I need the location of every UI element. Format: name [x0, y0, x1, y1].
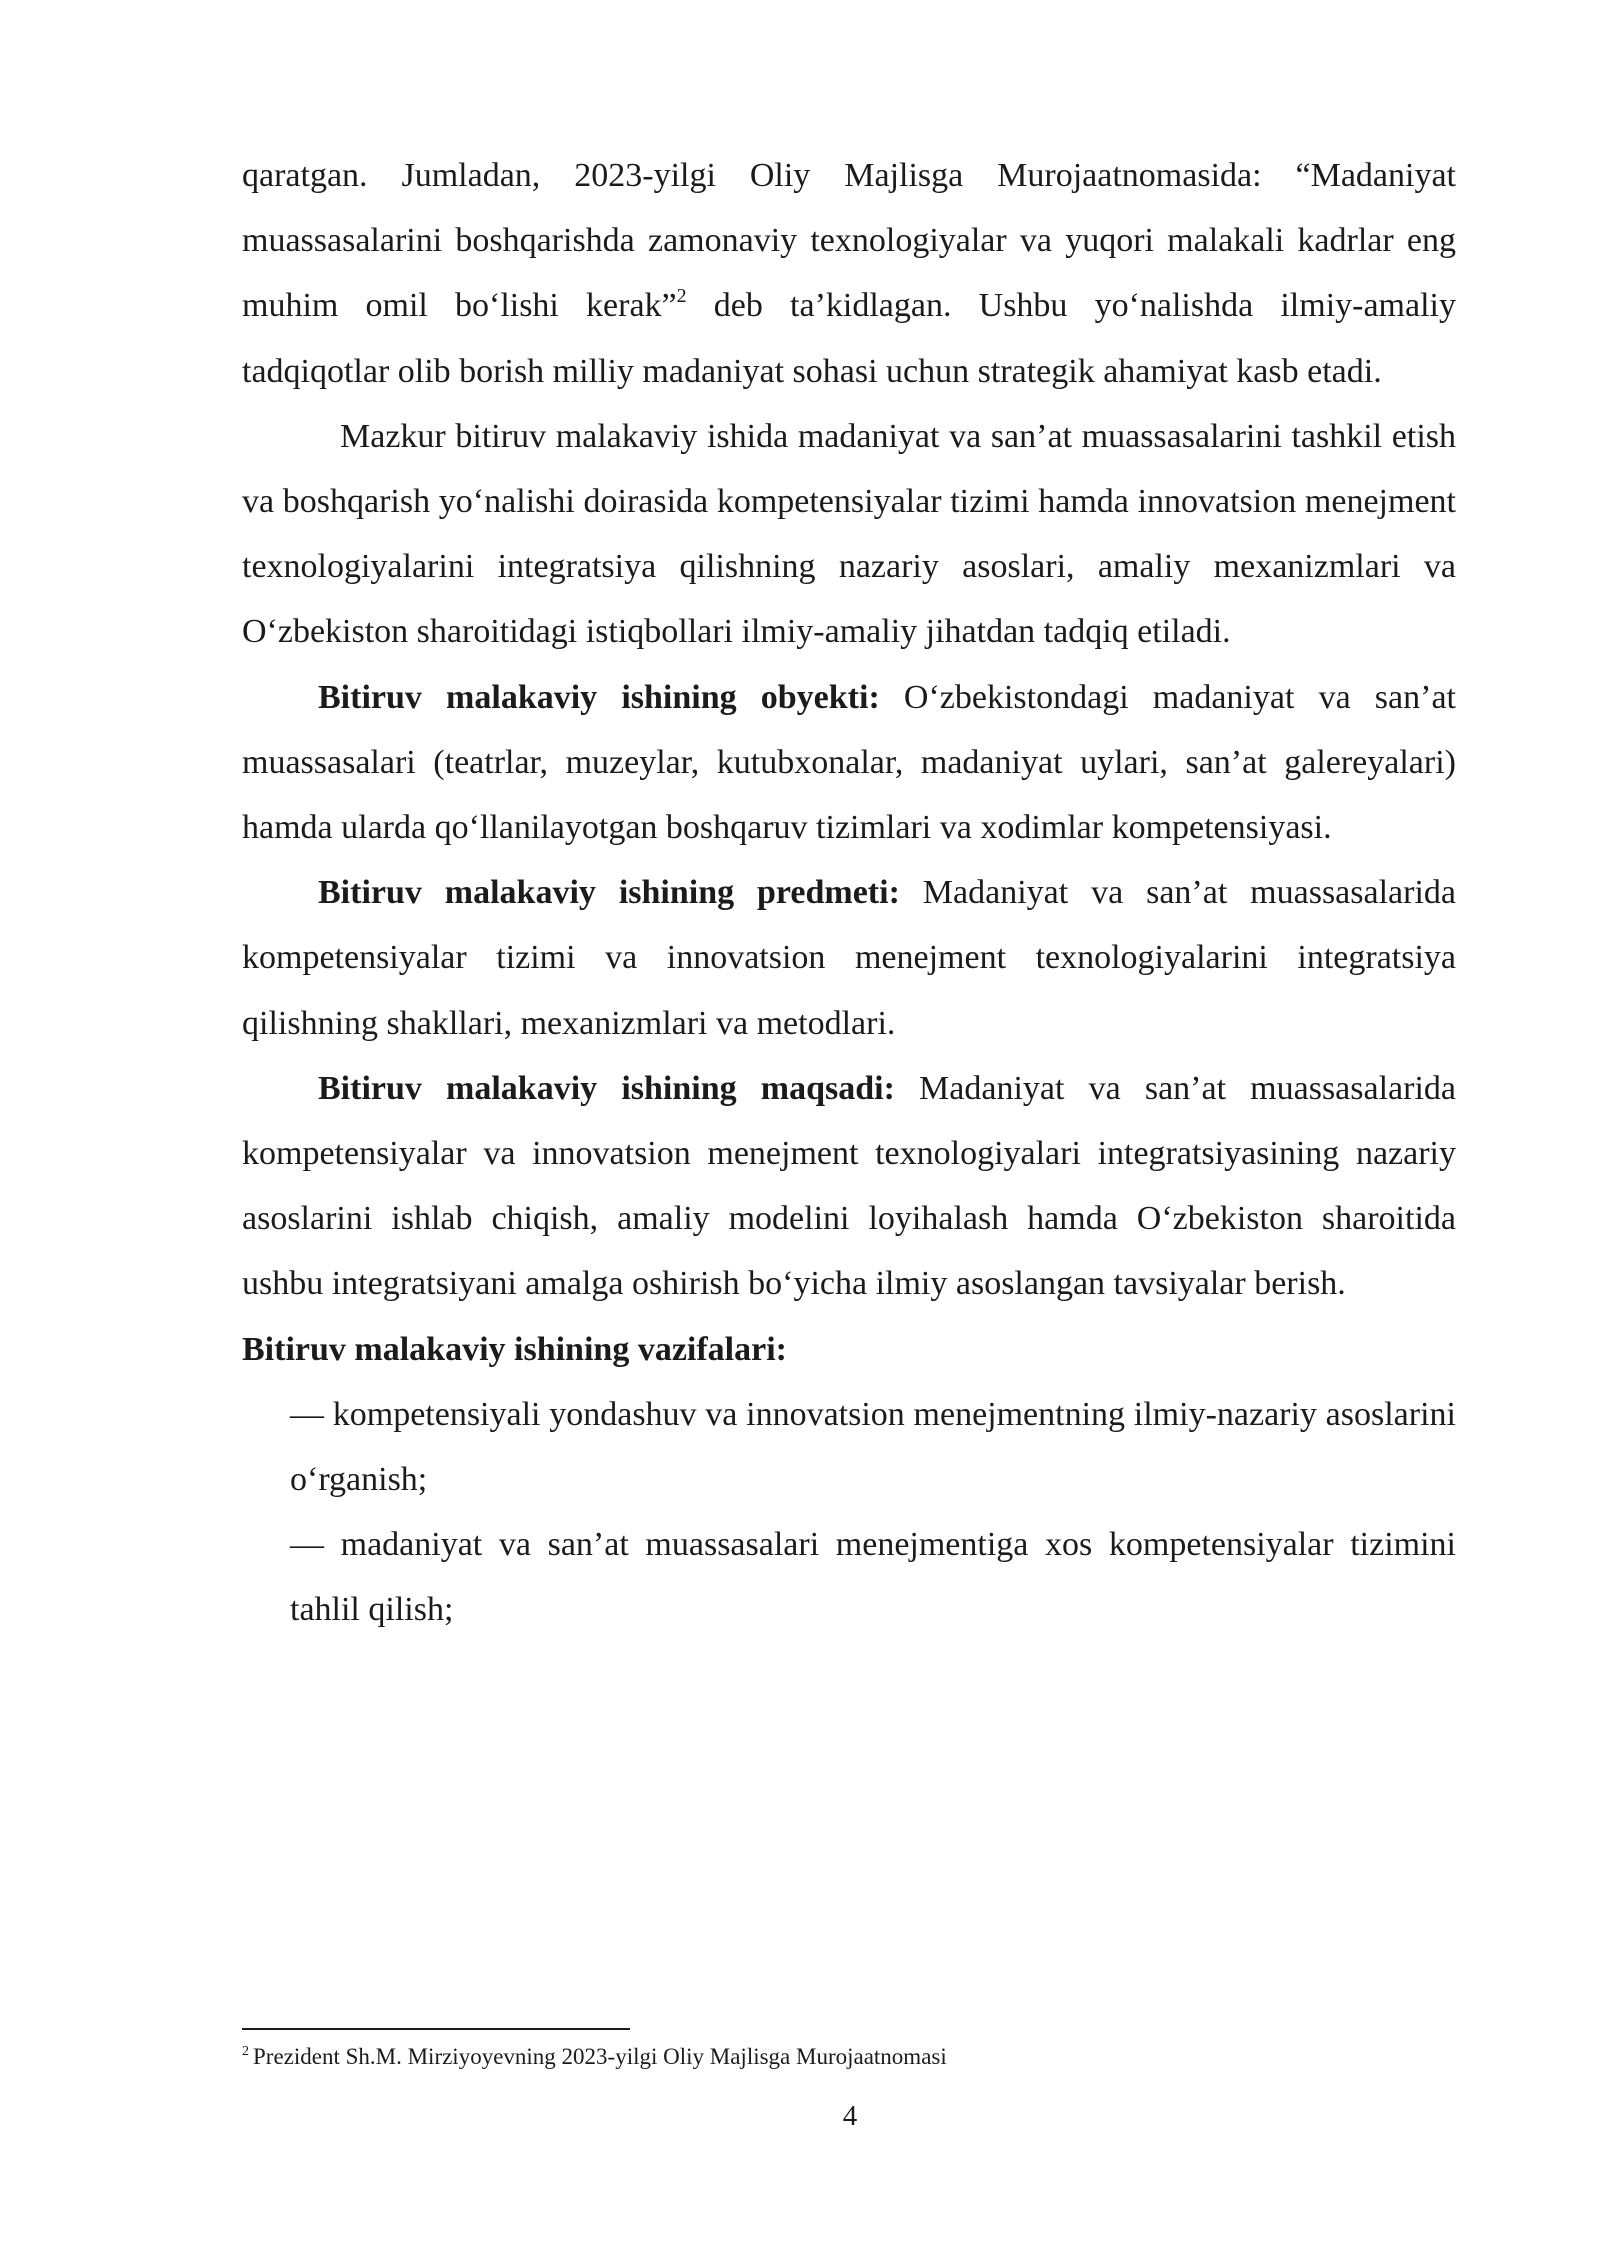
task-item: — madaniyat va san’at muassasalari menejmentiga xos kompetensiyalar tizimini tahlil qilish;: [290, 1526, 1456, 1629]
page-number: 4: [842, 2100, 858, 2132]
intro-text-part2: deb ta’kidlagan. Ushbu yo‘nalishda ilmiy-amaliy tadqiqotlar olib borish milliy madaniyat sohasi uchun strategik ahamiyat kasb etadi.: [242, 287, 1456, 390]
intro-text-part1: qaratgan. Jumladan, 2023-yilgi Oliy Majlisga Murojaatnomasida: “Madaniyat muassasalarini boshqarishda zamonaviy texnologiyalar va yuqori malakali kadrlar eng muhim omil bo‘lishi kerak”: [242, 157, 1456, 325]
footnote-text: Prezident Sh.M. Mirziyoyevning 2023-yilgi Oliy Majlisga Murojaatnomasi: [253, 2044, 947, 2069]
footnote-number: 2: [242, 2044, 249, 2059]
subject-text: Madaniyat va san’at muassasalarida kompetensiyalar tizimi va innovatsion menejment texnologiyalarini integratsiya qilishning shakllari, mexanizmlari va metodlari.: [242, 874, 1456, 1042]
object-text: O‘zbekistondagi madaniyat va san’at muassasalari (teatrlar, muzeylar, kutubxonalar, madaniyat uylari, san’at galereyalari) hamda ularda qo‘llanilayotgan boshqaruv tizimlari va xodimlar kompetensiyasi.: [242, 678, 1456, 847]
goal-label: Bitiruv malakaviy ishining maqsadi:: [318, 1069, 895, 1107]
paragraph-object: [242, 665, 1456, 861]
task-item: — kompetensiyali yondashuv va innovatsion menejmentning ilmiy-nazariy asoslarini o‘rganish;: [290, 1395, 1456, 1499]
paragraph-subject: [242, 860, 1456, 1056]
paragraph-intro: [242, 143, 1456, 404]
footnote-reference: 2: [676, 285, 687, 308]
page-body: [242, 143, 1456, 1643]
subject-label: Bitiruv malakaviy ishining predmeti:: [318, 874, 900, 912]
tasks-heading: Bitiruv malakaviy ishining vazifalari:: [242, 1330, 787, 1368]
object-label: Bitiruv malakaviy ishining obyekti:: [318, 678, 880, 716]
paragraph-scope: Mazkur bitiruv malakaviy ishida madaniyat va san’at muassasalarini tashkil etish va boshqarish yo‘nalishi doirasida kompetensiyalar tizimi hamda innovatsion menejment texnologiyalarini integratsiya qilishning nazariy asoslari, amaliy mexanizmlari va O‘zbekiston sharoitidagi istiqbollari ilmiy-amaliy jihatdan tadqiq etiladi.: [242, 417, 1456, 651]
footnote-separator: [242, 2028, 630, 2030]
footnote: [242, 2042, 1456, 2072]
paragraph-goal: [242, 1056, 1456, 1317]
goal-text: Madaniyat va san’at muassasalarida kompetensiyalar va innovatsion menejment texnologiyalari integratsiyasining nazariy asoslarini ishlab chiqish, amaliy modelini loyihalash hamda O‘zbekiston sharoitida ushbu integratsiyani amalga oshirish bo‘yicha ilmiy asoslangan tavsiyalar berish.: [242, 1069, 1456, 1303]
